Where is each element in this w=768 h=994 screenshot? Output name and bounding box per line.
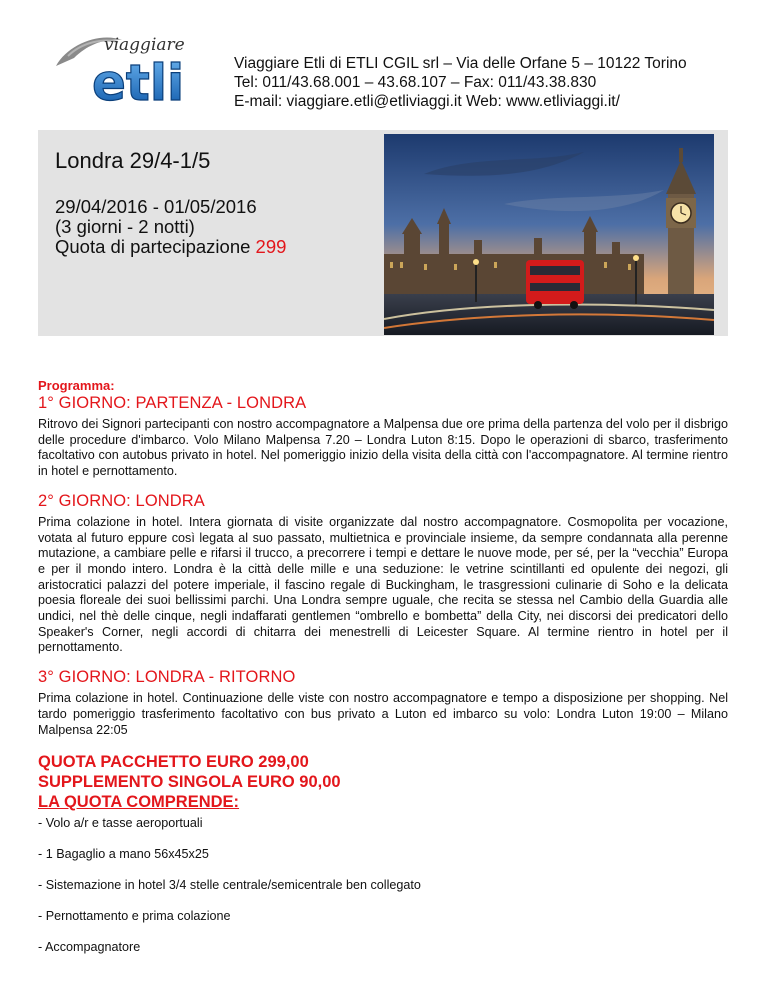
trip-info [55,197,286,257]
london-skyline-image [384,134,714,335]
trip-dates: 29/04/2016 - 01/05/2016 [55,196,257,217]
day-3-title: 3° GIORNO: LONDRA - RITORNO [38,668,296,687]
trip-duration: (3 giorni - 2 notti) [55,216,195,237]
company-info [234,54,687,111]
list-item: - Pernottamento e prima colazione [38,909,231,924]
program-label: Programma: [38,378,115,393]
single-supplement: SUPPLEMENTO SINGOLA EURO 90,00 [38,773,341,792]
includes-title: LA QUOTA COMPRENDE: [38,793,240,812]
quota-value: 299 [255,236,287,257]
logo-graphic [48,26,198,112]
pricing-block [38,752,728,812]
trip-quota [55,237,286,257]
day-3-text: Prima colazione in hotel. Continuazione delle viste con nostro accompagnatore e tempo a disposizione per shopping. Nel tardo pomeriggio trasferimento facoltativo con bus privato a Luton ed imbarco su volo: Londra Luton 19:00 – Milano Malpensa 22:05 [38,691,728,737]
day-2-title: 2° GIORNO: LONDRA [38,491,205,510]
company-phone: Tel: 011/43.68.001 – 43.68.107 – Fax: 011/43.38.830 [234,74,597,91]
london-photo [384,134,714,335]
day-2-text: Prima colazione in hotel. Intera giornata di visite organizzate dal nostro accompagnatore. Cosmopolita per vocazione, votata al futuro eppure così legata al suo passato, multietnica e provinciale insieme, da sempre condannata alla perenne mutazione, a cambiare pelle e rifarsi il trucco, a precorrere i tempi e dettare le nuove mode, per sé, per la “vecchia” Europa e per il mondo intero. Londra è la città delle mille e una seduzione: le vetrine scintillanti ed opulente dei negozi, gli aristocratici palazzi del potere imperiale, il fascino regale di Buckingham, le trasgressioni culinarie di Soho e la delicata poesia floreale dei suoi bellissimi parchi. Una Londra sempre uguale, che recita se stessa nel Cambio della Guardia alle undici, nel thè delle cinque, negli indaffarati gentlemen “ombrello e bombetta” della City, nei discorsi dei predicatori dello Speaker's Corner, negli accordi di chitarra dei menestrelli di Leicester Square. Al termine rientro in hotel per il pernottamento. [38,514,728,655]
package-price: QUOTA PACCHETTO EURO 299,00 [38,753,309,772]
list-item: - 1 Bagaglio a mano 56x45x25 [38,847,209,862]
program-section [38,378,728,970]
trip-summary-panel [38,130,728,336]
svg-text:viaggiare: viaggiare [104,35,185,55]
trip-title: Londra 29/4-1/5 [55,148,211,173]
includes-list [38,815,728,970]
day-1-title: 1° GIORNO: PARTENZA - LONDRA [38,394,307,412]
etli-logo [48,26,198,112]
list-item: - Volo a/r e tasse aeroportuali [38,816,203,831]
company-address: Viaggiare Etli di ETLI CGIL srl – Via delle Orfane 5 – 10122 Torino [234,55,687,72]
list-item: - Sistemazione in hotel 3/4 stelle centrale/semicentrale ben collegato [38,878,421,893]
day-1-text: Ritrovo dei Signori partecipanti con nostro accompagnatore a Malpensa due ore prima della partenza del volo per il disbrigo delle procedure d'imbarco. Volo Milano Malpensa 7.20 – Londra Luton 8:15. Dopo le operazioni di sbarco, trasferimento facoltativo con autobus privato in hotel. Nel pomeriggio inizio della visita della città con l'accompagnatore. Al termine rientro in hotel e pernottamento. [38,417,728,479]
quota-label: Quota di partecipazione [55,236,251,257]
company-contact: E-mail: viaggiare.etli@etliviaggi.it Web: www.etliviaggi.it/ [234,93,620,110]
svg-text:etli: etli [92,54,185,112]
list-item: - Accompagnatore [38,940,141,955]
